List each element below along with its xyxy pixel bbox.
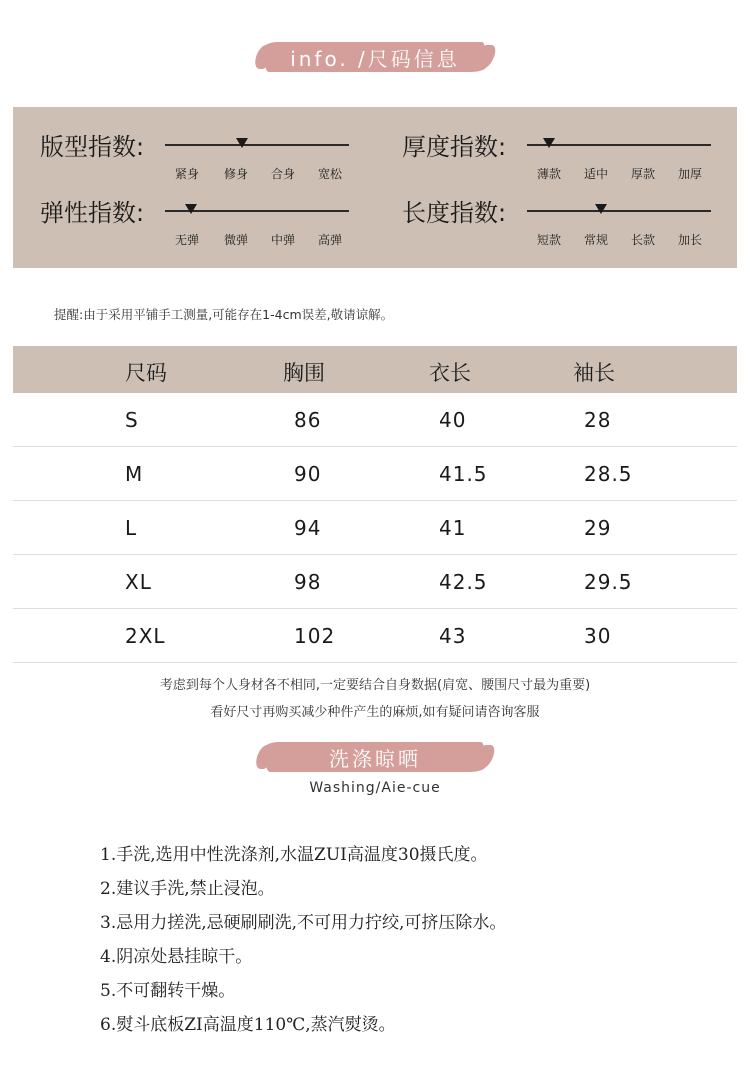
fit-option: 紧身 [175, 167, 200, 181]
cell-size: 2XL [125, 624, 166, 648]
thickness-option: 适中 [584, 167, 609, 181]
header-chest: 胸围 [283, 361, 325, 385]
thickness-index-marker [543, 138, 555, 148]
table-row [13, 447, 737, 501]
size-table-header [13, 346, 737, 393]
header-length: 衣长 [429, 361, 471, 385]
cell-sleeve: 29 [584, 516, 612, 540]
cell-size: M [125, 462, 144, 486]
thickness-option: 加厚 [678, 167, 703, 181]
header-size: 尺码 [125, 361, 167, 385]
list-item: 6.熨斗底板ZI高温度110℃,蒸汽熨烫。 [100, 1015, 396, 1035]
thickness-option: 薄款 [537, 167, 562, 181]
elasticity-option: 中弹 [271, 233, 296, 247]
fit-index-marker [236, 138, 248, 148]
cell-chest: 90 [294, 462, 322, 486]
info-title: info. /尺码信息 [290, 46, 460, 71]
list-item: 5.不可翻转干燥。 [100, 981, 236, 1001]
washing-subtitle: Washing/Aie-cue [309, 780, 441, 796]
cell-length: 41.5 [439, 462, 488, 486]
cell-sleeve: 30 [584, 624, 612, 648]
fit-index-label: 版型指数: [40, 133, 145, 161]
length-option: 长款 [631, 233, 656, 247]
elasticity-index-label: 弹性指数: [40, 199, 145, 227]
washing-title: 洗涤晾晒 [329, 746, 421, 771]
length-option: 常规 [584, 233, 609, 247]
advice-line: 考虑到每个人身材各不相同,一定要结合自身数据(肩宽、腰围尺寸最为重要) [159, 678, 591, 693]
measurement-note: 提醒:由于采用平铺手工测量,可能存在1-4cm误差,敬请谅解。 [54, 307, 394, 322]
table-row [13, 555, 737, 609]
cell-chest: 98 [294, 570, 322, 594]
list-item: 1.手洗,选用中性洗涤剂,水温ZUI高温度30摄氏度。 [100, 845, 488, 865]
cell-chest: 86 [294, 408, 322, 432]
length-option: 加长 [678, 233, 703, 247]
fit-option: 宽松 [318, 167, 343, 181]
info-title-banner [264, 42, 486, 72]
cell-size: S [125, 408, 139, 432]
thickness-option: 厚款 [631, 167, 656, 181]
cell-size: XL [125, 570, 152, 594]
list-item: 3.忌用力搓洗,忌硬刷刷洗,不可用力拧绞,可挤压除水。 [100, 913, 507, 933]
table-row [13, 501, 737, 555]
cell-sleeve: 28 [584, 408, 612, 432]
length-index-label: 长度指数: [402, 199, 507, 227]
cell-chest: 94 [294, 516, 322, 540]
elasticity-option: 无弹 [175, 233, 200, 247]
cell-length: 42.5 [439, 570, 488, 594]
cell-length: 40 [439, 408, 467, 432]
elasticity-option: 高弹 [318, 233, 343, 247]
fit-index-scale [165, 144, 349, 146]
length-index-marker [595, 204, 607, 214]
fit-index-panel [13, 107, 737, 268]
header-sleeve: 袖长 [573, 361, 615, 385]
thickness-index-label: 厚度指数: [402, 133, 507, 161]
cell-sleeve: 29.5 [584, 570, 633, 594]
advice-line: 看好尺寸再购买减少种件产生的麻烦,如有疑问请咨询客服 [210, 705, 540, 720]
fit-option: 合身 [271, 167, 296, 181]
cell-sleeve: 28.5 [584, 462, 633, 486]
fit-option: 修身 [224, 167, 249, 181]
list-item: 4.阴凉处悬挂晾干。 [100, 947, 253, 967]
cell-length: 41 [439, 516, 467, 540]
cell-size: L [125, 516, 138, 540]
size-table [13, 346, 737, 663]
length-index-scale [527, 210, 711, 212]
care-instructions [100, 842, 506, 1046]
list-item: 2.建议手洗,禁止浸泡。 [100, 879, 275, 899]
cell-length: 43 [439, 624, 467, 648]
length-option: 短款 [537, 233, 562, 247]
washing-title-banner [265, 742, 485, 772]
elasticity-index-marker [185, 204, 197, 214]
table-row [13, 393, 737, 447]
elasticity-option: 微弹 [224, 233, 249, 247]
cell-chest: 102 [294, 624, 336, 648]
table-row [13, 609, 737, 663]
